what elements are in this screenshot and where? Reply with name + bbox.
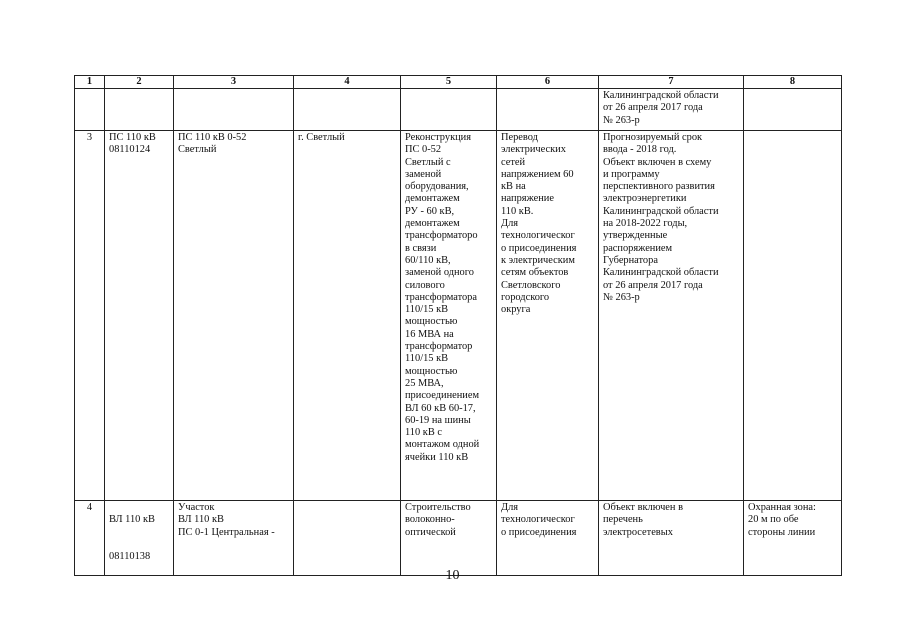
- object-code-cell: [105, 501, 174, 576]
- object-name-cell: ПС 110 кВ 0-52 Светлый: [174, 131, 294, 501]
- object-code-cell: ПС 110 кВ 08110124: [105, 131, 174, 501]
- column-number-8: 8: [744, 76, 842, 89]
- object-code-label: 08110138: [109, 550, 151, 562]
- column-number-7: 7: [599, 76, 744, 89]
- object-type-label: ВЛ 110 кВ: [109, 514, 155, 526]
- works-cell: [401, 89, 497, 131]
- object-name-cell: [174, 89, 294, 131]
- column-number-2: 2: [105, 76, 174, 89]
- location-cell: [294, 501, 401, 576]
- object-name-cell: Участок ВЛ 110 кВ ПС 0-1 Центральная -: [174, 501, 294, 576]
- purpose-cell: [497, 89, 599, 131]
- purpose-cell: Для технологическог о присоединения: [497, 501, 599, 576]
- column-number-5: 5: [401, 76, 497, 89]
- works-cell: Реконструкция ПС 0-52 Светлый с заменой оборудования, демонтажем РУ - 60 кВ, демонтажем трансформаторо в связи 60/110 кВ, заменой одного силового трансформатора 110/15 кВ мощностью 16 МВА на трансформатор 110/15 кВ мощностью 25 МВА, присоединением ВЛ 60 кВ 60-17, 60-19 на шины 110 кВ с монтажом одной ячейки 110 кВ: [401, 131, 497, 501]
- notes-cell: Охранная зона: 20 м по обе стороны линии: [744, 501, 842, 576]
- location-cell: [294, 89, 401, 131]
- table-row: [75, 131, 842, 501]
- object-code-cell: [105, 89, 174, 131]
- basis-cell: Объект включен в перечень электросетевых: [599, 501, 744, 576]
- page-number: 10: [445, 568, 460, 583]
- purpose-cell: Перевод электрических сетей напряжением 60 кВ на напряжение 110 кВ. Для технологическог о присоединения к электрическим сетям объектов Светловского городского округа: [497, 131, 599, 501]
- column-number-6: 6: [497, 76, 599, 89]
- row-index-cell: 4: [75, 501, 105, 576]
- works-cell: Строительство волоконно- оптической: [401, 501, 497, 576]
- notes-cell: [744, 89, 842, 131]
- column-number-1: 1: [75, 76, 105, 89]
- row-index-cell: [75, 89, 105, 131]
- column-number-4: 4: [294, 76, 401, 89]
- table-row: [75, 89, 842, 131]
- row-index-cell: 3: [75, 131, 105, 501]
- column-number-3: 3: [174, 76, 294, 89]
- table-row: [75, 501, 842, 576]
- location-cell: г. Светлый: [294, 131, 401, 501]
- basis-cell: Прогнозируемый срок ввода - 2018 год. Объект включен в схему и программу перспективного развития электроэнергетики Калининградской области на 2018-2022 годы, утвержденные распоряжением Губернатора Калининградской области от 26 апреля 2017 года № 263-р: [599, 131, 744, 501]
- basis-cell: Калининградской области от 26 апреля 2017 года № 263-р: [599, 89, 744, 131]
- notes-cell: [744, 131, 842, 501]
- table-header-row: [75, 76, 842, 89]
- investment-table: [74, 75, 842, 576]
